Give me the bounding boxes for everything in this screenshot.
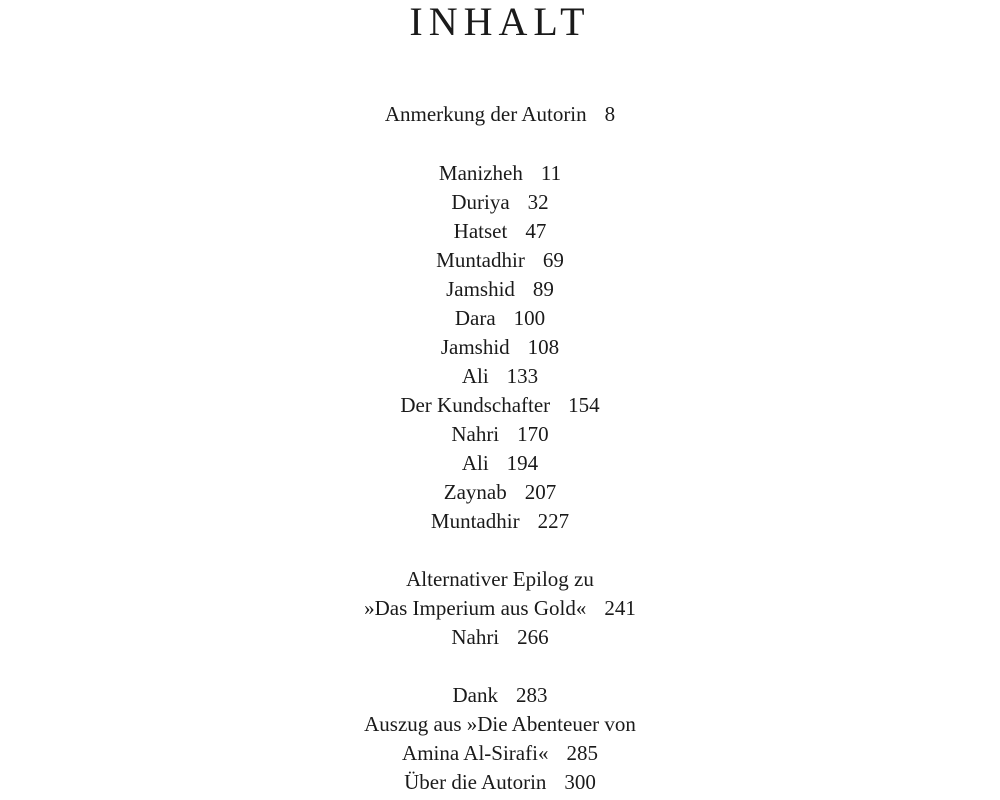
toc-entry <box>0 566 1000 592</box>
toc-entry <box>0 421 1000 447</box>
toc-entry-title: Ali <box>461 364 489 388</box>
toc-entry-page: 108 <box>527 335 560 359</box>
toc-entry-title: Jamshid <box>446 277 515 301</box>
toc-entry-page: 194 <box>506 451 539 475</box>
toc-entry-title: Dara <box>454 306 496 330</box>
toc-entry-title: Zaynab <box>443 480 507 504</box>
toc-entry-page: 285 <box>566 741 598 765</box>
toc-entry-title: Auszug aus »Die Abenteuer von <box>364 712 636 736</box>
toc-entry-title: Ali <box>461 451 489 475</box>
toc-entry <box>0 189 1000 215</box>
toc-entry <box>0 247 1000 273</box>
toc-entry-title: Muntadhir <box>430 509 520 533</box>
toc-entry-page: 11 <box>540 161 562 185</box>
toc-entry-title: »Das Imperium aus Gold« <box>364 596 587 620</box>
toc-entry <box>0 769 1000 795</box>
toc-entry <box>0 624 1000 650</box>
toc-entry-title: Nahri <box>451 422 500 446</box>
toc-entry-page: 89 <box>532 277 554 301</box>
toc-entry-page: 300 <box>564 770 596 794</box>
toc-entry-title: Nahri <box>451 625 500 649</box>
toc-entry <box>0 363 1000 389</box>
toc-entry <box>0 740 1000 766</box>
toc-entry-page: 154 <box>568 393 600 417</box>
toc-entry-title: Der Kundschafter <box>400 393 551 417</box>
toc-entry-page: 100 <box>513 306 546 330</box>
toc-entry <box>0 508 1000 534</box>
toc-entry-page: 47 <box>525 219 547 243</box>
toc-entry-page: 69 <box>542 248 564 272</box>
toc-entry <box>0 160 1000 186</box>
toc-entry <box>0 276 1000 302</box>
toc-entry-page: 170 <box>517 422 549 446</box>
toc-entry-title: Muntadhir <box>436 248 525 272</box>
toc-entry-title: Anmerkung der Autorin <box>384 102 587 126</box>
toc-entry <box>0 711 1000 737</box>
toc-entry-title: Über die Autorin <box>404 770 547 794</box>
toc-entry-page: 266 <box>517 625 549 649</box>
toc-entry-title: Duriya <box>451 190 510 214</box>
toc-entry-title: Amina Al-Sirafi« <box>402 741 549 765</box>
toc-entry <box>0 305 1000 331</box>
toc-entry <box>0 682 1000 708</box>
toc-entry <box>0 392 1000 418</box>
toc-entry-page: 32 <box>527 190 549 214</box>
toc-entry-title: Dank <box>452 683 498 707</box>
toc-entry-page: 8 <box>604 102 616 126</box>
toc-entry-title: Alternativer Epilog zu <box>406 567 594 591</box>
toc-entry-title: Hatset <box>453 219 508 243</box>
toc-entry <box>0 595 1000 621</box>
toc-entry <box>0 101 1000 127</box>
page-title: INHALT <box>409 0 591 44</box>
toc-entry <box>0 450 1000 476</box>
toc-entry-page: 133 <box>506 364 539 388</box>
toc-entry-page: 227 <box>537 509 570 533</box>
toc-entry <box>0 334 1000 360</box>
toc-entry-page: 241 <box>604 596 636 620</box>
toc-entry <box>0 479 1000 505</box>
toc-entry-page: 283 <box>516 683 548 707</box>
toc-entry <box>0 218 1000 244</box>
toc-entry-title: Manizheh <box>438 161 523 185</box>
toc-entry-title: Jamshid <box>440 335 510 359</box>
toc-entry-page: 207 <box>524 480 557 504</box>
